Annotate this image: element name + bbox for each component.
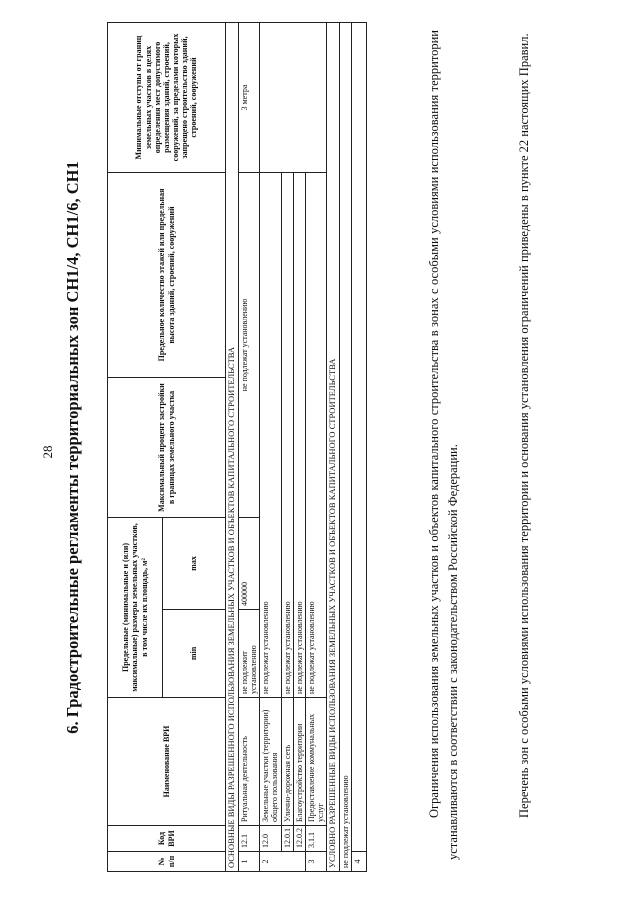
row-value: не подлежат установлению [260, 173, 281, 698]
row-code: 12.1 [238, 826, 259, 852]
row-code: 3.1.1 [305, 826, 326, 852]
header-size: Предельные (минимальные и (или) максимальные) размеры земельных участков, в том числе их площадь, м² [108, 518, 163, 698]
zones-list-paragraph: Перечень зон с особыми условиями использования территории и основания установления ограничений приведены в пункте 22 настоящих Правил. [517, 33, 531, 818]
row-name: Улично-дорожная сеть [281, 698, 293, 826]
header-code: Код ВРИ [108, 826, 226, 852]
row-num: 4 [352, 852, 367, 872]
row-num: 1 [238, 852, 259, 872]
table-header-row [108, 23, 163, 872]
section-main-uses: ОСНОВНЫЕ ВИДЫ РАЗРЕШЕННОГО ИСПОЛЬЗОВАНИЯ ЗЕМЕЛЬНЫХ УЧАСТКОВ И ОБЪЕКТОВ КАПИТАЛЬНОГО СТРОИТЕЛЬСТВА [226, 23, 239, 872]
row-empty-cell [260, 23, 327, 173]
row-num: 3 [305, 852, 326, 872]
table-section-row [327, 23, 340, 872]
section-conditional-uses: УСЛОВНО РАЗРЕШЕННЫЕ ВИДЫ ИСПОЛЬЗОВАНИЯ ЗЕМЕЛЬНЫХ УЧАСТКОВ И ОБЪЕКТОВ КАПИТАЛЬНОГО СТРОИТЕЛЬСТВА [327, 23, 340, 872]
row-value: не подлежат установлению [305, 173, 326, 698]
header-setbacks: Минимальные отступы от границ земельных участков в целях определения мест допустимого размещения зданий, строений, сооружений, за пределами которых запрещено строительство зданий, строений, сооружений [108, 23, 226, 173]
table-row [352, 23, 367, 872]
row-code: 12.0.2 [293, 826, 305, 852]
row-name: Земельные участки (территории) общего пользования [260, 698, 281, 826]
row-num: 2 [260, 852, 306, 872]
row-code: 12.0.1 [281, 826, 293, 852]
row-value: не подлежат установлению [293, 173, 305, 698]
row-min: не подлежит установлению [238, 610, 259, 698]
row-floors: не подлежат установлению [238, 173, 259, 518]
header-name: Наименование ВРИ [108, 698, 226, 826]
row-name: Благоустройство территории [293, 698, 305, 826]
row-empty-cell [352, 23, 367, 852]
header-max: max [163, 518, 226, 610]
rotated-page-content [55, 15, 640, 880]
header-percent: Максимальный процент застройки в границах земельного участка [108, 378, 226, 518]
header-floors: Предельное количество этажей или предельная высота зданий, строений, сооружений [108, 173, 226, 378]
section-title: 6. Градостроительные регламенты территориальных зон СН1/4, СН1/6, СН1 [63, 161, 82, 734]
regulations-table [107, 22, 367, 872]
row-value: не подлежат установлению [340, 23, 352, 872]
row-setbacks: 3 метра [238, 23, 259, 173]
table-row [260, 23, 281, 872]
row-code: 12.0 [260, 826, 281, 852]
table-row [340, 23, 352, 872]
row-name: Предоставление коммунальных услуг [305, 698, 326, 826]
row-value: не подлежат установлению [281, 173, 293, 698]
header-min: min [163, 610, 226, 698]
row-max: 400000 [238, 518, 259, 610]
table-section-row [226, 23, 239, 872]
header-num: № п/п [108, 852, 226, 872]
row-name: Ритуальная деятельность [238, 698, 259, 826]
page-number: 28 [40, 445, 55, 459]
table-row [238, 23, 259, 872]
restrictions-paragraph: Ограничения использования земельных участков и объектов капитального строительства в зонах с особыми условиями использования территории устанавливаются в соответствии с законодательством Российской Федерации. [427, 30, 460, 860]
